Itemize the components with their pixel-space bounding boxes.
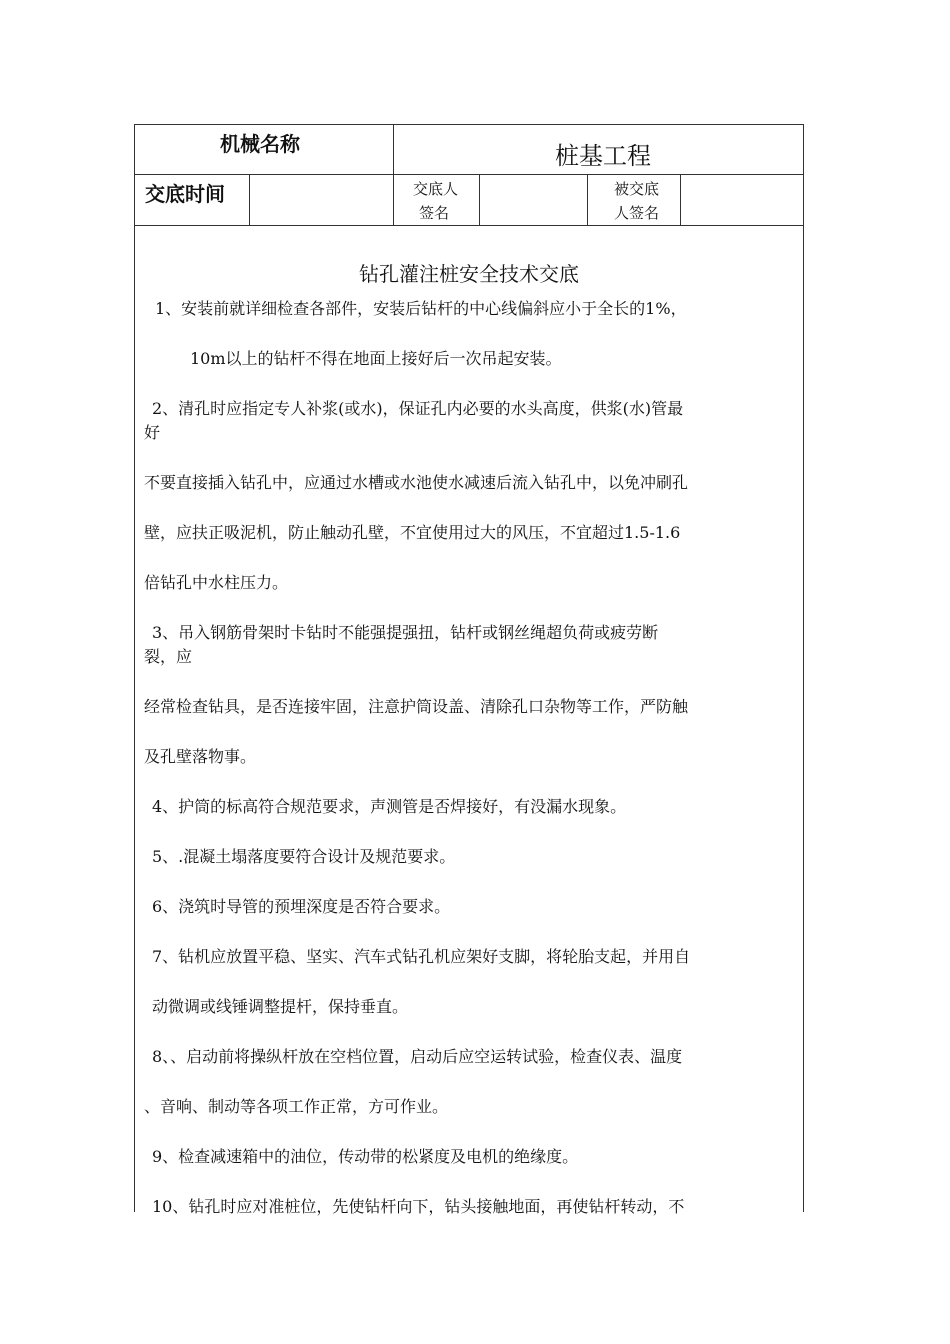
row-divider	[134, 225, 804, 226]
column-divider	[479, 174, 480, 225]
column-divider	[249, 174, 250, 225]
disclosure-time-field[interactable]	[251, 176, 392, 224]
body-line: 10、钻孔时应对准桩位，先使钻杆向下，钻头接触地面，再使钻杆转动，不	[152, 1197, 685, 1216]
column-divider	[587, 174, 588, 225]
body-line: 好	[144, 423, 161, 442]
body-line: 5、.混凝土塌落度要符合设计及规范要求。	[152, 847, 456, 866]
body-line: 裂，应	[144, 647, 193, 666]
document-title: 钻孔灌注桩安全技术交底	[359, 262, 579, 286]
body-line: 9、检查减速箱中的油位，传动带的松紧度及电机的绝缘度。	[152, 1147, 579, 1166]
column-divider	[680, 174, 681, 225]
machine-name-label: 机械名称	[220, 132, 300, 156]
body-line: 、音响、制动等各项工作正常，方可作业。	[144, 1097, 449, 1116]
disclosure-time-label: 交底时间	[145, 182, 225, 206]
discloser-signature-field[interactable]	[481, 176, 586, 224]
body-line: 倍钻孔中水柱压力。	[144, 573, 289, 592]
body-line: 6、浇筑时导管的预埋深度是否符合要求。	[152, 897, 451, 916]
receiver-signature-label-line2: 人签名	[614, 204, 660, 222]
body-line: 经常检查钻具，是否连接牢固，注意护筒设盖、清除孔口杂物等工作，严防触	[144, 697, 689, 716]
column-divider	[393, 124, 394, 225]
body-line: 10m以上的钻杆不得在地面上接好后一次吊起安装。	[190, 349, 562, 368]
receiver-signature-field[interactable]	[682, 176, 803, 224]
discloser-signature-label-line1: 交底人	[413, 180, 459, 198]
body-line: 7、钻机应放置平稳、坚实、汽车式钻孔机应架好支脚，将轮胎支起，并用自	[152, 947, 691, 966]
receiver-signature-label-line1: 被交底	[614, 180, 660, 198]
body-line: 动微调或线锤调整提杆，保持垂直。	[152, 997, 409, 1016]
body-line: 及孔壁落物事。	[144, 747, 257, 766]
body-line: 1、安装前就详细检查各部件，安装后钻杆的中心线偏斜应小于全长的1%，	[155, 299, 687, 318]
body-line: 壁，应扶正吸泥机，防止触动孔壁，不宜使用过大的风压，不宜超过1.5-1.6	[144, 523, 681, 542]
discloser-signature-label-line2: 签名	[419, 204, 450, 222]
body-line: 8、、启动前将操纵杆放在空档位置，启动后应空运转试验，检查仪表、温度	[152, 1047, 683, 1066]
row-divider	[134, 174, 804, 175]
body-line: 不要直接插入钻孔中，应通过水槽或水池使水减速后流入钻孔中，以免冲刷孔	[144, 473, 689, 492]
body-line: 2、清孔时应指定专人补浆(或水)，保证孔内必要的水头高度，供浆(水)管最	[152, 399, 684, 418]
body-line: 3、吊入钢筋骨架时卡钻时不能强提强扭，钻杆或钢丝绳超负荷或疲劳断	[152, 623, 659, 642]
body-line: 4、护筒的标高符合规范要求，声测管是否焊接好，有没漏水现象。	[152, 797, 627, 816]
project-name-value: 桩基工程	[555, 142, 651, 170]
